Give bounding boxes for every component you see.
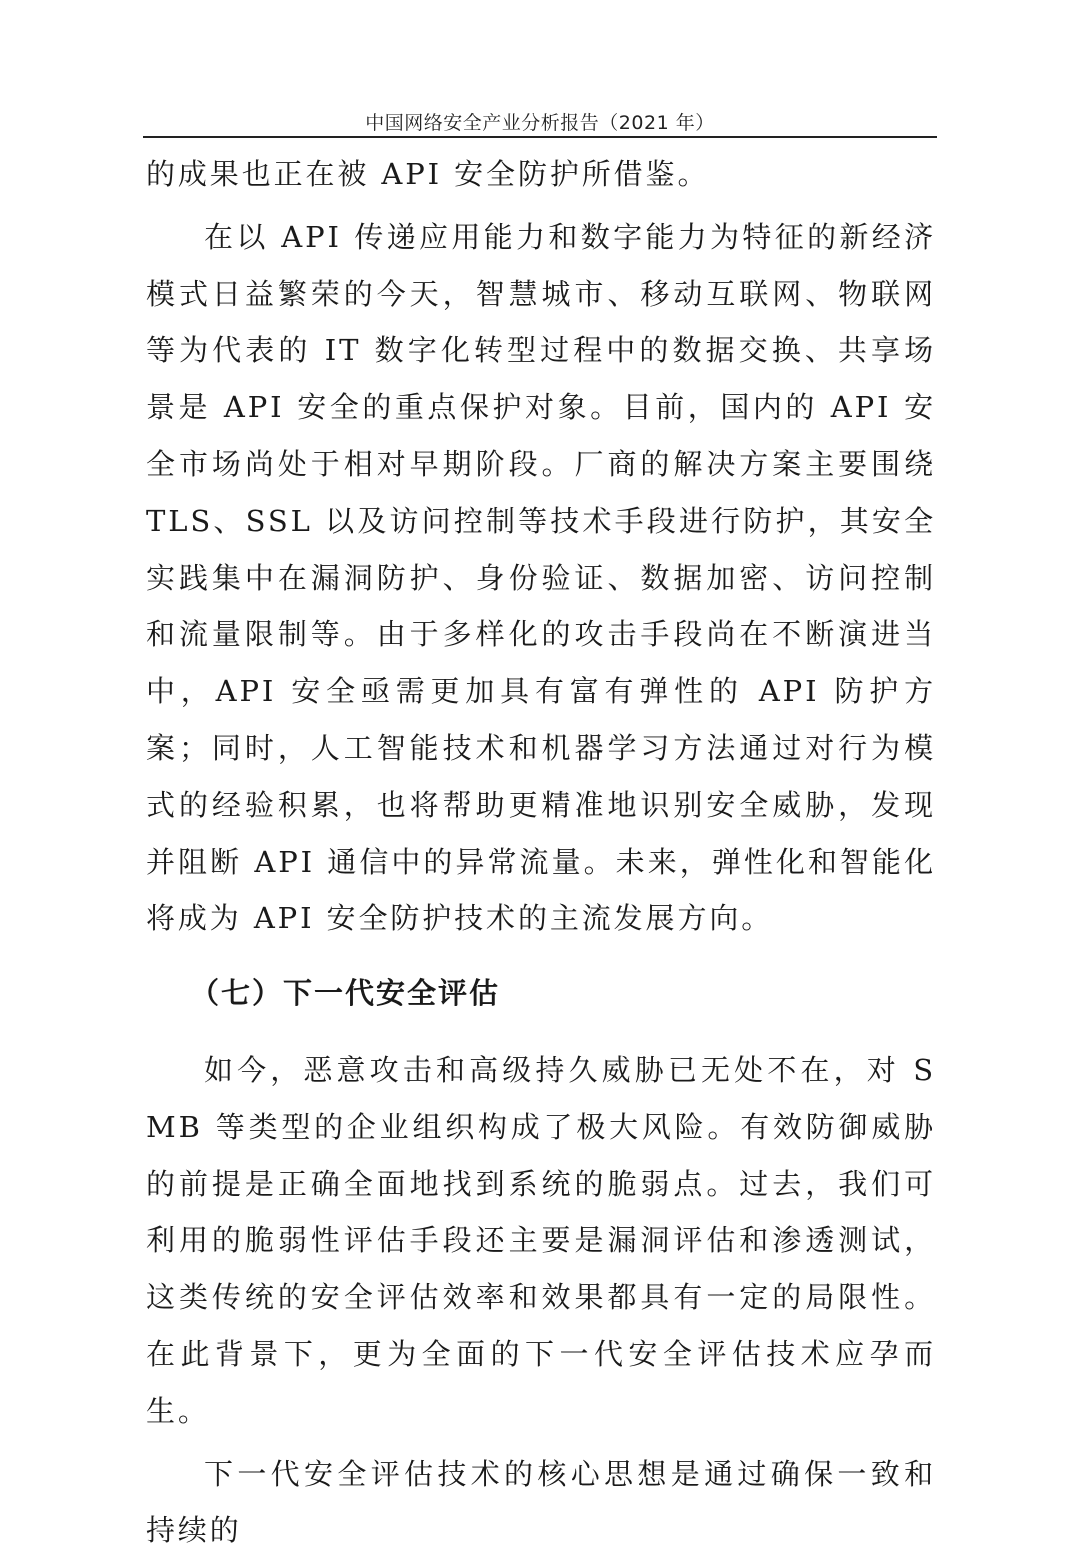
paragraph-api-security: 在以 API 传递应用能力和数字能力为特征的新经济模式日益繁荣的今天，智慧城市、移动互联网、物联网等为代表的 IT 数字化转型过程中的数据交换、共享场景是 API 安全的重点保护对象。目前，国内的 API 安全市场尚处于相对早期阶段。厂商的解决方案主要围绕 TLS、SSL 以及访问控制等技术手段进行防护，其安全实践集中在漏洞防护、身份验证、数据加密、访问控制和流量限制等。由于多样化的攻击手段尚在不断演进当中，API 安全亟需更加具有富有弹性的 API 防护方案；同时，人工智能技术和机器学习方法通过对行为模式的经验积累，也将帮助更精准地识别安全威胁，发现并阻断 API 通信中的异常流量。未来，弹性化和智能化将成为 API 安全防护技术的主流发展方向。: [146, 219, 936, 936]
paragraph-threats: 如今，恶意攻击和高级持久威胁已无处不在，对 SMB 等类型的企业组织构成了极大风险。有效防御威胁的前提是正确全面地找到系统的脆弱点。过去，我们可利用的脆弱性评估手段还主要是漏洞评估和渗透测试，这类传统的安全评估效率和效果都具有一定的局限性。在此背景下，更为全面的下一代安全评估技术应孕而生。: [146, 1052, 936, 1428]
section-heading: （七）下一代安全评估: [190, 976, 501, 1011]
paragraph-next-gen-assessment: 下一代安全评估技术的核心思想是通过确保一致和持续的: [146, 1456, 936, 1548]
document-body: [146, 146, 936, 1559]
header-rule: [143, 136, 937, 138]
paragraph-continued: 的成果也正在被 API 安全防护所借鉴。: [146, 157, 710, 191]
running-header: 中国网络安全产业分析报告（2021 年）: [365, 112, 715, 134]
